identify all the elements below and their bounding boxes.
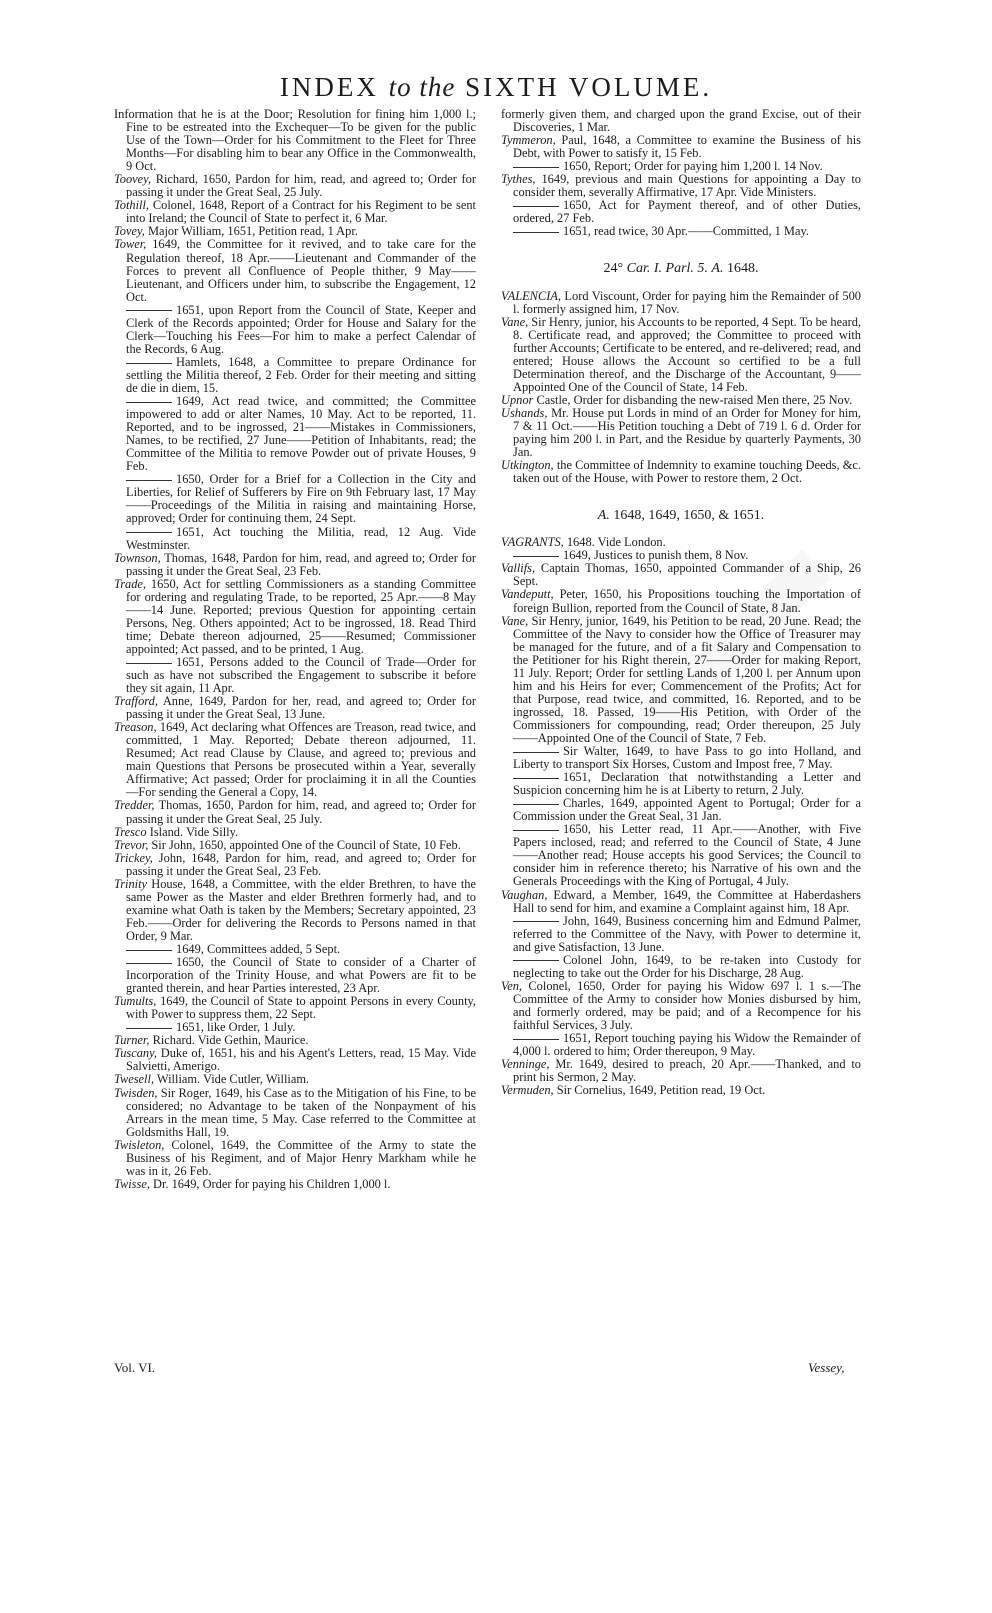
index-subentry [501, 771, 861, 797]
index-subentry [501, 1032, 861, 1058]
entry-text: Colonel, 1648, Report of a Contract for his Regiment to be sent into Ireland; the Council of State to perfect it, 6 Mar. [126, 198, 476, 226]
index-entry [114, 799, 476, 825]
right-column-top [501, 108, 861, 238]
right-column-bottom [501, 536, 861, 1097]
entry-text: 1649, Act read twice, and committed; the Committee impowered to add or alter Names, 10 May. Act to be reported, 11. Reported, and to be ingrossed, 21——Mistakes in Commissioners, Names, to be rectified, 27 June——Petition of Inhabitants, read; the Committee of the Militia to remove Powder out of private Houses, 9 Feb. [126, 394, 476, 474]
index-subentry [501, 915, 861, 954]
entry-text: 1649, Act declaring what Offences are Treason, read twice, and committed, 1 May. Reported; Debate thereon adjourned, 11. Resumed; Act read Clause by Clause, and agreed to; previous and main Questions that Persons be prosecuted within a Year, severally Affirmative; Act passed; Order for proclaiming it in all the Counties—For sending the General a Copy, 14. [126, 720, 476, 800]
index-entry [501, 1058, 861, 1084]
entry-text: Sir John, 1650, appointed One of the Council of State, 10 Feb. [148, 837, 461, 852]
entry-text: Dr. 1649, Order for paying his Children 1,000 l. [149, 1176, 391, 1191]
index-entry [501, 980, 861, 1032]
index-entry [114, 1178, 476, 1191]
ditto-rule [126, 480, 172, 481]
entry-text: John, 1649, Business concerning him and Edmund Palmer, referred to the Committee of the Navy, with Power to determine it, and give Satisfaction, 13 June. [513, 913, 861, 954]
entry-text: Thomas, 1650, Pardon for him, read, and agreed to; Order for passing it under the Great Seal, 25 July. [126, 798, 476, 826]
entry-headword: Trickey, [114, 850, 153, 865]
entry-headword: Vermuden, [501, 1083, 554, 1098]
index-subentry [501, 745, 861, 771]
entry-headword: Vane, [501, 613, 529, 628]
entry-text: Richard, 1650, Pardon for him, read, and agreed to; Order for passing it under the Great Seal, 25 July. [126, 172, 476, 200]
entry-text: 1651, Act touching the Militia, read, 12 Aug. Vide Westminster. [126, 524, 476, 552]
entry-headword: Tower, [114, 237, 147, 252]
index-entry [501, 889, 861, 915]
entry-text: 1650, Act for settling Commissioners as a standing Committee for ordering and regulating Trade, to be reported, 25 Apr.——8 May——14 June. Reported; previous Question for appointing certain Persons, Neg. Others appointed; Act to be ingrossed, 18. Read Third time; Debate thereon adjourned, 25——Resumed; Commissioner appointed; Act passed, and to be printed, 1 Aug. [126, 576, 476, 656]
left-column [114, 108, 476, 1191]
entry-headword: Tothill, [114, 198, 150, 213]
entry-headword: Twisse, [114, 1176, 150, 1191]
entry-text: formerly given them, and charged upon the grand Excise, out of their Discoveries, 1 Mar. [501, 107, 861, 135]
entry-headword: VAGRANTS, [501, 535, 564, 550]
index-subentry [114, 473, 476, 525]
entry-text: William. Vide Cutler, William. [154, 1072, 310, 1087]
entry-text: Colonel John, 1649, to be re-taken into Custody for neglecting to take out the Order for his Discharge, 28 Aug. [513, 952, 861, 980]
entry-headword: Trafford, [114, 694, 158, 709]
entry-text: 1651, like Order, 1 July. [176, 1020, 296, 1035]
ditto-rule [513, 752, 559, 753]
ditto-rule [126, 1028, 172, 1029]
index-entry [114, 238, 476, 303]
entry-headword: Tresco [114, 824, 147, 839]
entry-text: Sir Henry, junior, 1649, his Petition to be read, 20 June. Read; the Committee of the Navy to consider how the Office of Treasurer may be managed for the future, and of a fit Salary and Compensation to the Petitioner for his Right therein, 27——Order for making Report, 11 July. Report; Order for settling Lands of 1,200 l. per Annum upon him and his Heirs for ever; Commencement of the Profits; Act for that Purpose, read twice, and committed, 16. Reported, and to be ingrossed, 18. Passed, 19——His Petition, with Order of the Commissioners for compounding, read; Order thereupon, 25 July——Appointed One of the Council of State, 7 Feb. [513, 613, 861, 745]
index-subentry [501, 199, 861, 225]
entry-headword: Ushands, [501, 405, 548, 420]
index-entry [501, 588, 861, 614]
entry-headword: Twisden, [114, 1085, 158, 1100]
section1-part-a: 24° [603, 261, 627, 277]
index-entry [501, 134, 861, 160]
index-entry [501, 316, 861, 394]
entry-text: Lord Viscount, Order for paying him the Remainder of 500 l. formerly assigned him, 17 Nov. [513, 288, 861, 316]
entry-headword: VALENCIA, [501, 288, 561, 303]
index-entry [114, 1047, 476, 1073]
index-subentry [501, 797, 861, 823]
entry-text: Mr. 1649, desired to preach, 20 Apr.——Thanked, and to print his Sermon, 2 May. [513, 1057, 861, 1085]
entry-text: 1651, upon Report from the Council of State, Keeper and Clerk of the Records appointed; Order for House and Salary for the Clerk—Touching his Fees—For him to make a perfect Calendar of the Records, 6 Aug. [126, 302, 476, 356]
entry-text: 1649, Justices to punish them, 8 Nov. [563, 548, 749, 563]
index-entry [114, 695, 476, 721]
section1-part-g: 1648. [723, 261, 759, 277]
entry-headword: Treason, [114, 720, 157, 735]
ditto-rule [126, 310, 172, 311]
header-volume: SIXTH VOLUME. [465, 72, 713, 102]
index-entry [501, 173, 861, 199]
index-subentry [501, 225, 861, 238]
section1-part-b: Car. I. [626, 261, 663, 277]
entry-headword: Vaughan, [501, 887, 548, 902]
entry-text: John, 1648, Pardon for him, read, and agreed to; Order for passing it under the Great Seal, 23 Feb. [126, 850, 476, 878]
index-entry [114, 199, 476, 225]
ditto-rule [126, 950, 172, 951]
volume-signature: Vol. VI. [114, 1360, 156, 1375]
entry-headword: Tovey, [114, 224, 145, 239]
ditto-rule [126, 963, 172, 964]
entry-text: Anne, 1649, Pardon for her, read, and agreed to; Order for passing it under the Great Seal, 13 June. [126, 694, 476, 722]
entry-text: Sir Henry, junior, his Accounts to be reported, 4 Sept. To be heard, 8. Certificate read, and approved; the Committee to proceed with further Accounts; Certificate to be entered, and re-delivered; read, and entered; House allows the Account so certified to be a full Determination thereof, and the Discharge of the Accountant, 9——Appointed One of the Council of State, 14 Feb. [513, 314, 861, 394]
ditto-rule [513, 232, 559, 233]
header-to-the: to the [388, 72, 456, 102]
entry-text: Sir Walter, 1649, to have Pass to go into Holland, and Liberty to transport Six Horses, Custom and Impost free, 7 May. [513, 744, 861, 772]
entry-headword: Tuscany, [114, 1046, 158, 1061]
ditto-rule [126, 402, 172, 403]
entry-headword: Vallifs, [501, 561, 536, 576]
section2-part-b: 1648, 1649, 1650, & 1651. [609, 508, 765, 524]
entry-headword: Trevor, [114, 837, 149, 852]
entry-text: 1650, Order for a Brief for a Collection in the City and Liberties, for Relief of Sufferers by Fire on 9th February last, 17 May——Proceedings of the Militia in raising and maintaining Horse, approved; Order for continuing them, 24 Sept. [126, 472, 476, 526]
entry-headword: Toovey, [114, 172, 152, 187]
entry-headword: Utkington, [501, 458, 554, 473]
index-subentry [114, 956, 476, 995]
entry-text: 1651, Report touching paying his Widow the Remainder of 4,000 l. ordered to him; Order thereupon, 9 May. [513, 1031, 861, 1059]
ditto-rule [126, 532, 172, 533]
index-subentry [501, 954, 861, 980]
entry-headword: Trade, [114, 576, 147, 591]
entry-text: 1651, Persons added to the Council of Trade—Order for such as have not subscribed the Engagement to subscribe it before they sit again, 11 Apr. [126, 654, 476, 696]
entry-text: Charles, 1649, appointed Agent to Portugal; Order for a Commission under the Great Seal, 31 Jan. [513, 796, 861, 824]
page-header [0, 72, 992, 103]
ditto-rule [513, 206, 559, 207]
index-entry [114, 578, 476, 656]
index-entry [114, 552, 476, 578]
index-entry [501, 290, 861, 316]
entry-text: Richard. Vide Gethin, Maurice. [149, 1033, 309, 1048]
entry-headword: Vandeputt, [501, 587, 554, 602]
entry-text: Colonel, 1650, Order for paying his Widow 697 l. 1 s.—The Committee of the Army to consider how Monies disbursed by him, and formerly ordered, may be paid; and of a Recompence for his faithful Services, 3 July. [513, 978, 861, 1032]
entry-text: Colonel, 1649, the Committee of the Army to state the Business of his Regiment, and of Major Henry Markham while he was in it, 26 Feb. [126, 1137, 476, 1178]
entry-headword: Townson, [114, 550, 161, 565]
ditto-rule [513, 778, 559, 779]
entry-text: 1651, Declaration that notwithstanding a Letter and Suspicion concerning him he is at Liberty to return, 2 July. [513, 770, 861, 798]
index-entry [501, 615, 861, 745]
section1-part-d: Parl. 5. [665, 261, 708, 277]
entry-headword: Ven, [501, 978, 522, 993]
index-entry [114, 852, 476, 878]
entry-headword: Twesell, [114, 1072, 155, 1087]
entry-text: Edward, a Member, 1649, the Committee at Haberdashers Hall to send for him, and examine a Complaint against him, 18 Apr. [513, 887, 861, 915]
index-entry [114, 108, 476, 173]
catchword: Vessey, [808, 1360, 845, 1375]
section2-part-a: A. [597, 508, 610, 524]
ditto-rule [513, 167, 559, 168]
ditto-rule [126, 363, 172, 364]
index-entry [501, 108, 861, 134]
entry-text: 1648. Vide London. [563, 535, 666, 550]
section1-part-f: A. [711, 261, 724, 277]
entry-text: Peter, 1650, his Propositions touching the Importation of foreign Bullion, reported from the Council of State, 8 Jan. [513, 587, 861, 615]
index-subentry [114, 356, 476, 395]
index-subentry [114, 526, 476, 552]
entry-text: Hamlets, 1648, a Committee to prepare Ordinance for settling the Militia thereof, 2 Feb. Order for their meeting and sitting de die in diem, 15. [126, 354, 476, 395]
index-entry [501, 407, 861, 459]
entry-text: Sir Roger, 1649, his Case as to the Mitigation of his Fine, to be considered; no Advantage to be taken of the Nonpayment of his Arrears in the mean time, 5 May. Case referred to the Committee at Goldsmiths Hall, 19. [126, 1085, 476, 1139]
entry-text: Island. Vide Silly. [146, 824, 239, 839]
entry-text: 1650, Act for Payment thereof, and of other Duties, ordered, 27 Feb. [513, 198, 861, 226]
right-column [501, 108, 861, 1097]
header-index: INDEX [279, 72, 379, 102]
entry-text: Castle, Order for disbanding the new-raised Men there, 25 Nov. [533, 392, 853, 407]
entry-headword: Twisleton, [114, 1137, 165, 1152]
index-subentry [114, 304, 476, 356]
entry-text: Thomas, 1648, Pardon for him, read, and agreed to; Order for passing it under the Great Seal, 23 Feb. [126, 550, 476, 578]
entry-headword: Tymmeron, [501, 133, 556, 148]
ditto-rule [126, 663, 172, 664]
entry-text: Major William, 1651, Petition read, 1 Apr. [144, 224, 358, 239]
entry-text: 1650, the Council of State to consider of a Charter of Incorporation of the Trinity House, and what Powers are fit to be granted therein, and hear Parties interested, 23 Apr. [126, 955, 476, 996]
index-entry [114, 1087, 476, 1139]
index-entry [114, 878, 476, 943]
index-entry [114, 995, 476, 1021]
entry-text: Captain Thomas, 1650, appointed Commander of a Ship, 26 Sept. [513, 561, 861, 589]
entry-text: Information that he is at the Door; Resolution for fining him 1,000 l.; Fine to be estreated into the Exchequer—To be given for the public Use of the Town—Order for his Commitment to the Fleet for Three Months—For disabling him to bear any Office in the Commonwealth, 9 Oct. [114, 107, 476, 174]
entry-headword: Tredder, [114, 798, 155, 813]
entry-headword: Tumults, [114, 994, 157, 1009]
entry-text: Mr. House put Lords in mind of an Order for Money for him, 7 & 11 Oct.——His Petition touching a Debt of 719 l. 6 d. Order for paying him 200 l. in Part, and the Residue by quarterly Payments, 30 Jan. [513, 405, 861, 460]
entry-headword: Vane, [501, 314, 529, 329]
entry-text: the Committee of Indemnity to examine touching Deeds, &c. taken out of the House, with Power to restore them, 2 Oct. [513, 458, 861, 486]
ditto-rule [513, 1039, 559, 1040]
entry-text: House, 1648, a Committee, with the elder Brethren, to have the same Power as the Master and elder Brethren formerly had, and to examine what Oath is taken by the Members; Secretary appointed, 23 Feb.——Order for delivering the Records to Persons named in that Order, 9 Mar. [126, 876, 476, 943]
entry-headword: Venninge, [501, 1057, 550, 1072]
entry-headword: Trinity [114, 876, 148, 891]
index-subentry [114, 656, 476, 695]
ditto-rule [513, 556, 559, 557]
entry-text: Paul, 1648, a Committee to examine the Business of his Debt, with Power to satisfy it, 15 Feb. [513, 133, 861, 161]
index-subentry [501, 823, 861, 888]
ditto-rule [513, 921, 559, 922]
ditto-rule [513, 830, 559, 831]
ditto-rule [513, 804, 559, 805]
index-entry [501, 562, 861, 588]
right-column-mid [501, 290, 861, 486]
index-entry [114, 721, 476, 799]
entry-text: 1649, Committees added, 5 Sept. [176, 942, 341, 956]
entry-text: 1649, previous and main Questions for appointing a Day to consider them, severally Affirmative, 17 Apr. Vide Ministers. [513, 172, 861, 200]
entry-text: 1651, read twice, 30 Apr.——Committed, 1 May. [563, 224, 809, 239]
entry-text: Duke of, 1651, his and his Agent's Letters, read, 15 May. Vide Salvietti, Amerigo. [126, 1046, 476, 1074]
index-entry [501, 1084, 861, 1097]
ditto-rule [513, 960, 559, 961]
entry-text: 1650, his Letter read, 11 Apr.——Another, with Five Papers inclosed, read; and referred to the Council of State, 4 June——Another read; House accepts his good Services; the Council to consider him in reference thereto; his Narrative of his own and the Generals Proceedings with the King of Portugal, 4 July. [513, 822, 861, 889]
index-subentry [114, 395, 476, 473]
index-entry [114, 173, 476, 199]
entry-text: 1649, the Committee for it revived, and to take care for the Regulation thereof, 18 Apr.——Lieutenant and Commander of the Forces to prevent all Confluence of People thither, 9 May——Lieutenant, and Officers under him, to subscribe the Engagement, 12 Oct. [126, 237, 476, 304]
entry-text: 1649, the Council of State to appoint Persons in every County, with Power to suppress them, 22 Sept. [126, 994, 476, 1022]
index-entry [501, 459, 861, 485]
entry-headword: Turner, [114, 1033, 150, 1048]
section-heading-1648 [501, 262, 861, 275]
entry-text: 1650, Report; Order for paying him 1,200 l. 14 Nov. [563, 159, 823, 174]
entry-text: Sir Cornelius, 1649, Petition read, 19 Oct. [553, 1083, 766, 1098]
section-heading-1648-1651 [501, 509, 861, 522]
index-entry [114, 1139, 476, 1178]
entry-headword: Tythes, [501, 172, 536, 187]
entry-headword: Upnor [501, 392, 534, 407]
